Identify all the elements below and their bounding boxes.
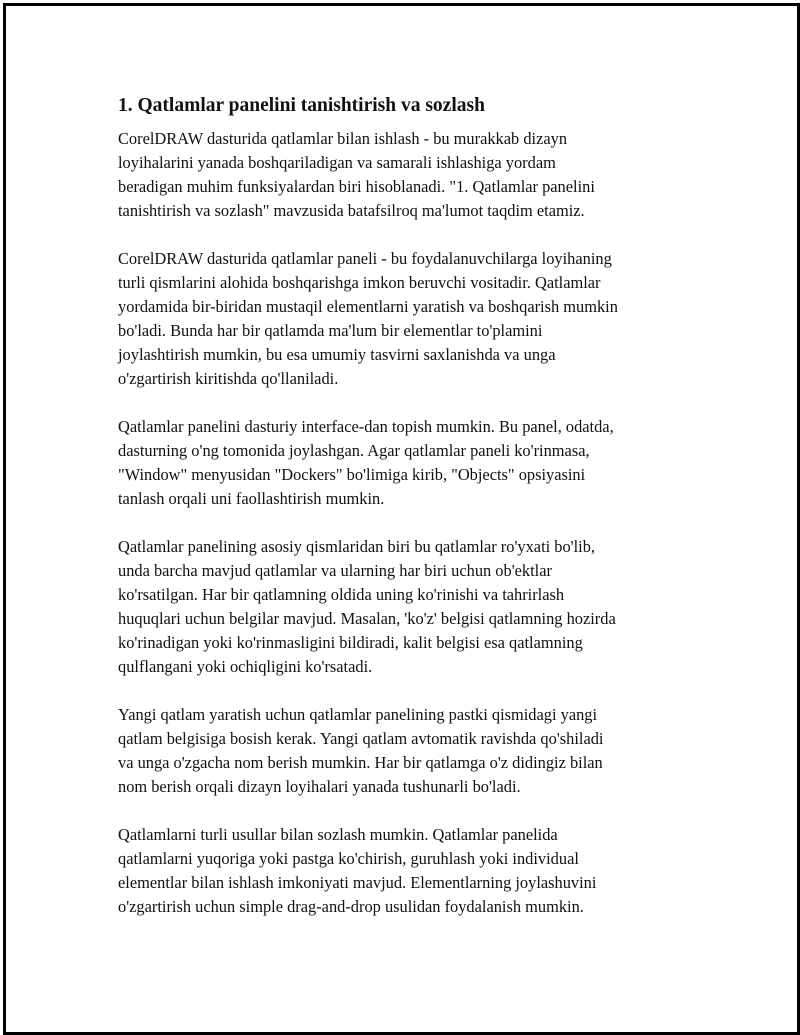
text-line: Qatlamlar panelining asosiy qismlaridan biri bu qatlamlar ro'yxati bo'lib, [118, 537, 596, 556]
text-line: tanishtirish va sozlash" mavzusida batafsilroq ma'lumot taqdim etamiz. [118, 201, 585, 220]
text-line: ko'rsatilgan. Har bir qatlamning oldida uning ko'rinishi va tahrirlash [118, 585, 565, 604]
paragraph-intro [118, 127, 688, 223]
text-line: o'zgartirish kiritishda qo'llaniladi. [118, 369, 339, 388]
text-line: elementlar bilan ishlash imkoniyati mavjud. Elementlarning joylashuvini [118, 873, 597, 892]
text-line: nom berish orqali dizayn loyihalari yanada tushunarli bo'ladi. [118, 777, 521, 796]
text-line: huquqlari uchun belgilar mavjud. Masalan, 'ko'z' belgisi qatlamning hozirda [118, 609, 616, 628]
text-line: joylashtirish mumkin, bu esa umumiy tasvirni saxlanishda va unga [118, 345, 556, 364]
text-line: yordamida bir-biridan mustaqil elementlarni yaratish va boshqarish mumkin [118, 297, 618, 316]
text-line: Qatlamlar panelini dasturiy interface-dan topish mumkin. Bu panel, odatda, [118, 417, 614, 436]
text-line: va unga o'zgacha nom berish mumkin. Har bir qatlamga o'z didingiz bilan [118, 753, 603, 772]
text-line: dasturning o'ng tomonida joylashgan. Agar qatlamlar paneli ko'rinmasa, [118, 441, 590, 460]
paragraph-layers-panel [118, 247, 688, 391]
text-line: tanlash orqali uni faollashtirish mumkin. [118, 489, 385, 508]
text-line: turli qismlarini alohida boshqarishga imkon beruvchi vositadir. Qatlamlar [118, 273, 601, 292]
text-line: unda barcha mavjud qatlamlar va ularning har biri uchun ob'ektlar [118, 561, 552, 580]
text-line: qatlamlarni yuqoriga yoki pastga ko'chirish, guruhlash yoki individual [118, 849, 579, 868]
text-line: beradigan muhim funksiyalardan biri hisoblanadi. "1. Qatlamlar panelini [118, 177, 595, 196]
paragraph-layer-list [118, 535, 688, 679]
text-line: qatlam belgisiga bosish kerak. Yangi qatlam avtomatik ravishda qo'shiladi [118, 729, 604, 748]
text-line: bo'ladi. Bunda har bir qatlamda ma'lum bir elementlar to'plamini [118, 321, 543, 340]
text-line: loyihalarini yanada boshqariladigan va samarali ishlashiga yordam [118, 153, 556, 172]
text-line: qulflangani yoki ochiqligini ko'rsatadi. [118, 657, 373, 676]
paragraph-new-layer [118, 703, 688, 799]
text-line: Qatlamlarni turli usullar bilan sozlash mumkin. Qatlamlar panelida [118, 825, 558, 844]
text-line: o'zgartirish uchun simple drag-and-drop usulidan foydalanish mumkin. [118, 897, 584, 916]
text-line: CorelDRAW dasturida qatlamlar bilan ishlash - bu murakkab dizayn [118, 129, 568, 148]
paragraph-finding-panel [118, 415, 688, 511]
text-line: "Window" menyusidan "Dockers" bo'limiga kirib, "Objects" opsiyasini [118, 465, 586, 484]
text-line: Yangi qatlam yaratish uchun qatlamlar panelining pastki qismidagi yangi [118, 705, 598, 724]
section-heading: 1. Qatlamlar panelini tanishtirish va sozlash [118, 95, 485, 116]
text-line: CorelDRAW dasturida qatlamlar paneli - bu foydalanuvchilarga loyihaning [118, 249, 612, 268]
paragraph-layer-settings [118, 823, 688, 919]
document-body [118, 93, 688, 943]
text-line: ko'rinadigan yoki ko'rinmasligini bildiradi, kalit belgisi esa qatlamning [118, 633, 583, 652]
